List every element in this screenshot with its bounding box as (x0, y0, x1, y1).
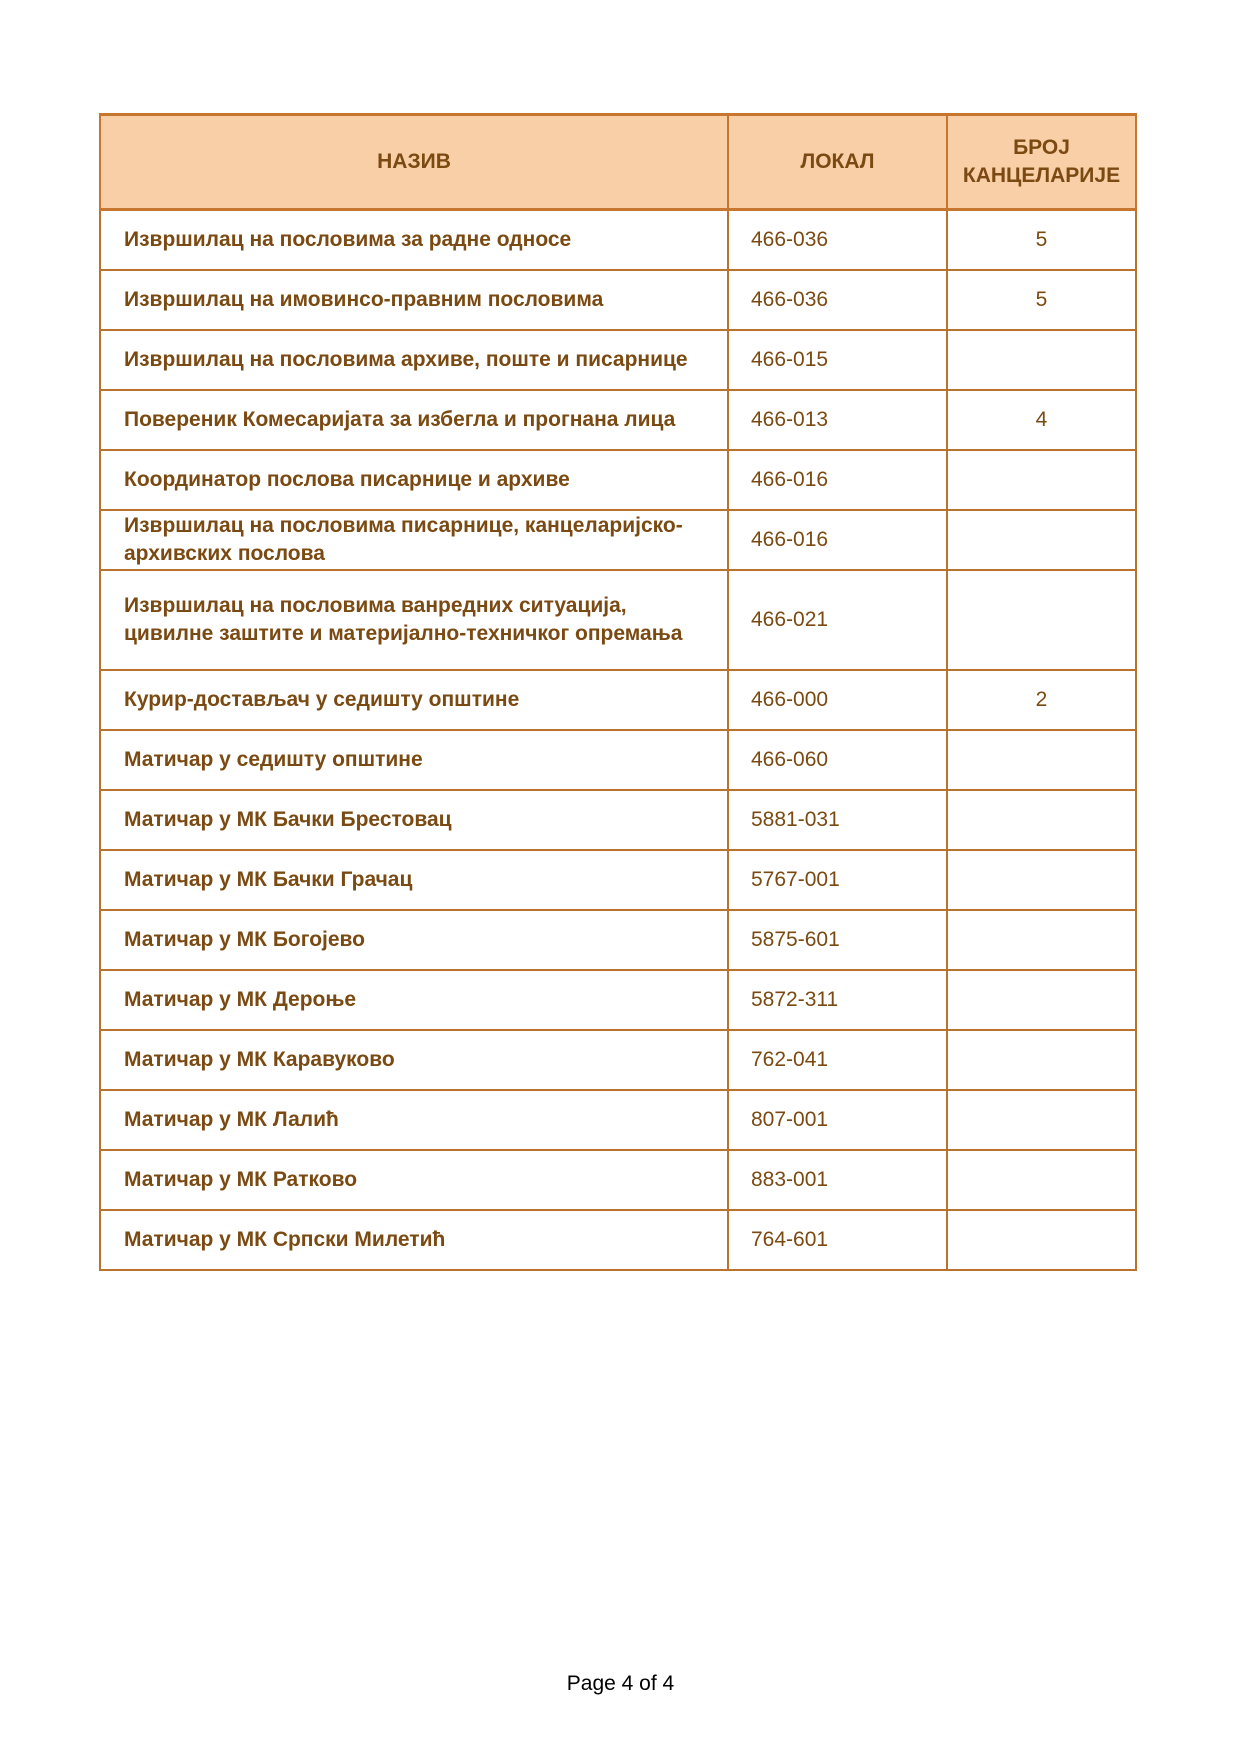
row-ext: 466-016 (728, 510, 947, 570)
row-name: Матичар у МК Ратково (100, 1150, 728, 1210)
header-ext: ЛОКАЛ (728, 115, 947, 210)
table-row (100, 970, 1136, 1030)
table-row (100, 390, 1136, 450)
row-office (947, 450, 1136, 510)
table-row (100, 510, 1136, 570)
table-row (100, 1150, 1136, 1210)
row-ext: 5872-311 (728, 970, 947, 1030)
row-ext: 466-060 (728, 730, 947, 790)
row-name: Извршилац на имовинсо-правним пословима (100, 270, 728, 330)
row-ext: 807-001 (728, 1090, 947, 1150)
row-office: 4 (947, 390, 1136, 450)
row-ext: 764-601 (728, 1210, 947, 1270)
table-row (100, 1210, 1136, 1270)
row-name: Координатор послова писарнице и архиве (100, 450, 728, 510)
row-ext: 466-015 (728, 330, 947, 390)
row-office: 5 (947, 210, 1136, 270)
row-ext: 466-036 (728, 210, 947, 270)
row-office (947, 1210, 1136, 1270)
row-ext: 5767-001 (728, 850, 947, 910)
row-office (947, 1030, 1136, 1090)
row-office (947, 510, 1136, 570)
table-row (100, 570, 1136, 670)
table-row (100, 270, 1136, 330)
table-body (100, 210, 1136, 1270)
row-name: Матичар у МК Бачки Брестовац (100, 790, 728, 850)
row-name: Матичар у МК Дероње (100, 970, 728, 1030)
row-office (947, 910, 1136, 970)
row-ext: 466-013 (728, 390, 947, 450)
row-ext: 466-000 (728, 670, 947, 730)
phone-directory-table (99, 113, 1137, 1271)
table-row (100, 450, 1136, 510)
table-row (100, 210, 1136, 270)
header-office: БРОЈ КАНЦЕЛАРИЈЕ (947, 115, 1136, 210)
row-name: Извршилац на пословима архиве, поште и писарнице (100, 330, 728, 390)
table-row (100, 730, 1136, 790)
row-office: 5 (947, 270, 1136, 330)
table-row (100, 1090, 1136, 1150)
row-ext: 466-016 (728, 450, 947, 510)
row-office (947, 1090, 1136, 1150)
page-number: Page 4 of 4 (566, 1672, 675, 1695)
row-ext: 762-041 (728, 1030, 947, 1090)
row-name: Курир-достављач у седишту општине (100, 670, 728, 730)
table-row (100, 330, 1136, 390)
row-name: Повереник Комесаријата за избегла и прогнана лица (100, 390, 728, 450)
row-name: Матичар у МК Бачки Грачац (100, 850, 728, 910)
row-ext: 466-036 (728, 270, 947, 330)
row-ext: 883-001 (728, 1150, 947, 1210)
row-name: Матичар у МК Српски Милетић (100, 1210, 728, 1270)
row-ext: 466-021 (728, 570, 947, 670)
row-office (947, 1150, 1136, 1210)
row-office (947, 970, 1136, 1030)
row-name: Извршилац на пословима ванредних ситуација, цивилне заштите и материјално-техничког опремања (100, 570, 728, 670)
row-ext: 5881-031 (728, 790, 947, 850)
row-office (947, 570, 1136, 670)
table-row (100, 1030, 1136, 1090)
table-row (100, 670, 1136, 730)
table-header (100, 115, 1136, 210)
table-row (100, 850, 1136, 910)
row-name: Матичар у МК Богојево (100, 910, 728, 970)
row-office: 2 (947, 670, 1136, 730)
row-office (947, 330, 1136, 390)
row-name: Извршилац на пословима писарнице, канцеларијско- архивских послова (100, 510, 728, 570)
row-office (947, 850, 1136, 910)
row-office (947, 790, 1136, 850)
row-name: Извршилац на пословима за радне односе (100, 210, 728, 270)
header-name: НАЗИВ (100, 115, 728, 210)
row-name: Матичар у седишту општине (100, 730, 728, 790)
row-name: Матичар у МК Каравуково (100, 1030, 728, 1090)
table-row (100, 790, 1136, 850)
row-name: Матичар у МК Лалић (100, 1090, 728, 1150)
table-row (100, 910, 1136, 970)
row-ext: 5875-601 (728, 910, 947, 970)
row-office (947, 730, 1136, 790)
